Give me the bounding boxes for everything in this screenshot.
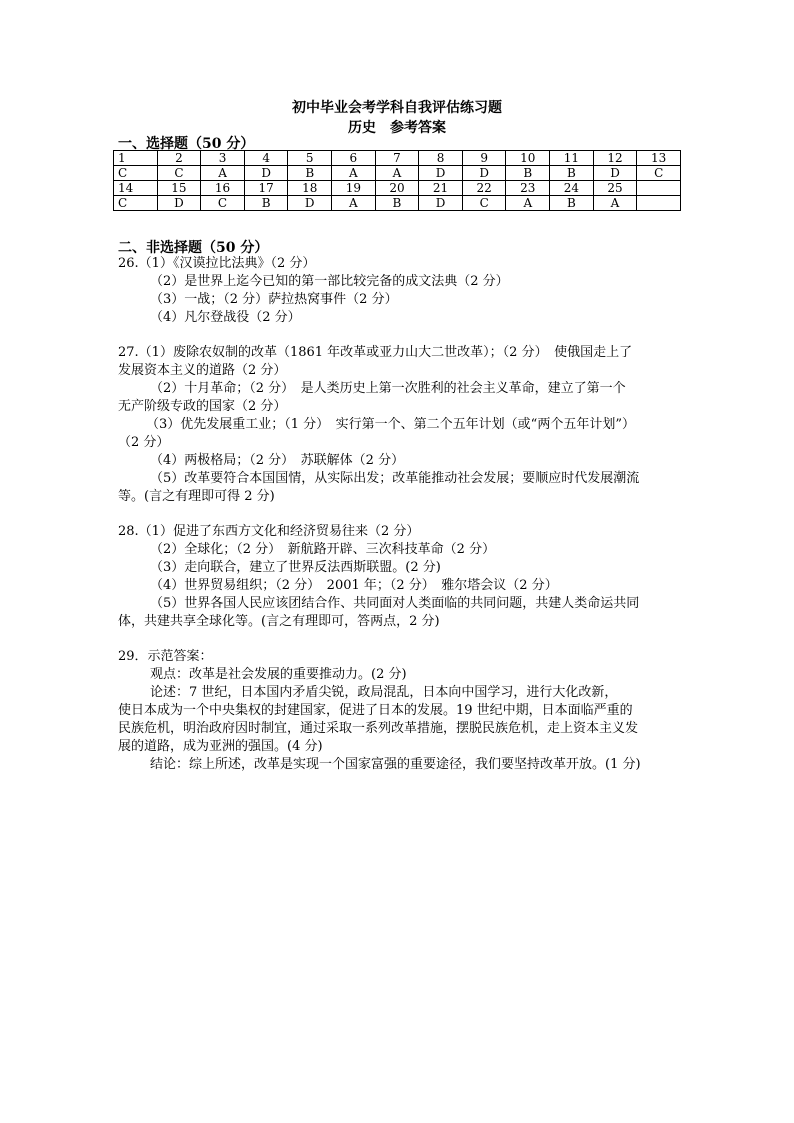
answer-table-cell: 8	[419, 151, 463, 166]
answer-table-cell: B	[550, 166, 594, 181]
q26-line-3: （3）一战；（2 分）萨拉热窝事件（2 分）	[150, 292, 398, 307]
q27-line-8: （5）改革要符合本国国情，从实际出发；改革能推动社会发展；要顺应时代发展潮流	[150, 471, 640, 486]
q28-line-1: 28.（1）促进了东西方文化和经济贸易往来（2 分）	[118, 524, 420, 539]
q29-line-1: 29．示范答案：	[118, 649, 213, 664]
answer-table-cell: 12	[593, 151, 637, 166]
q27-line-6: （2 分）	[118, 435, 170, 450]
answer-table-cell: 2	[157, 151, 201, 166]
answer-table-number-row	[114, 181, 681, 196]
answer-table-cell: 16	[201, 181, 245, 196]
q27-line-4: 无产阶级专政的国家（2 分）	[118, 399, 287, 414]
answer-table-cell: 23	[506, 181, 550, 196]
answer-table-cell: 3	[201, 151, 245, 166]
answer-table-cell: C	[462, 196, 506, 211]
answer-table-cell: A	[593, 196, 637, 211]
answer-table-cell: B	[506, 166, 550, 181]
section-heading-choice: 一、选择题（50 分）	[118, 136, 255, 152]
answer-table-cell: C	[114, 196, 158, 211]
q27-line-7: （4）两极格局；（2 分） 苏联解体（2 分）	[150, 453, 405, 468]
document-title: 初中毕业会考学科自我评估练习题	[292, 100, 502, 116]
answer-table-cell: 9	[462, 151, 506, 166]
q26-line-2: （2）是世界上迄今已知的第一部比较完备的成文法典（2 分）	[150, 274, 509, 289]
answer-table-cell: 25	[593, 181, 637, 196]
answer-table-cell: 15	[157, 181, 201, 196]
answer-table-cell: 14	[114, 181, 158, 196]
q28-line-2: （2）全球化；（2 分） 新航路开辟、三次科技革命（2 分）	[150, 542, 496, 557]
answer-table-cell: C	[637, 166, 681, 181]
q26-line-4: （4）凡尔登战役（2 分）	[150, 310, 301, 325]
answer-table-number-row	[114, 151, 681, 166]
answer-table-cell: D	[244, 166, 288, 181]
answer-table-cell: 1	[114, 151, 158, 166]
answer-table-cell: D	[419, 166, 463, 181]
answer-table-answer-row	[114, 166, 681, 181]
q28-line-4: （4）世界贸易组织；（2 分） 2001 年；（2 分） 雅尔塔会议（2 分）	[150, 578, 558, 593]
answer-table-cell: D	[288, 196, 332, 211]
answer-table-cell: D	[462, 166, 506, 181]
q28-line-5: （5）世界各国人民应该团结合作、共同面对人类面临的共同问题，共建人类命运共同	[150, 596, 640, 611]
answer-table-cell	[637, 196, 681, 211]
q29-line-4: 使日本成为一个中央集权的封建国家，促进了日本的发展。19 世纪中期，日本面临严重的	[118, 703, 633, 718]
q29-line-6: 展的道路，成为亚洲的强国。(4 分)	[118, 739, 323, 754]
q28-line-3: （3）走向联合，建立了世界反法西斯联盟。(2 分)	[150, 560, 441, 575]
answer-table-cell: 4	[244, 151, 288, 166]
q28-line-6: 体，共建共享全球化等。(言之有理即可，答两点，2 分)	[118, 614, 440, 629]
answer-table-cell: 20	[375, 181, 419, 196]
answer-table-cell: 6	[332, 151, 376, 166]
answer-table-cell: B	[244, 196, 288, 211]
answer-table-cell: A	[332, 166, 376, 181]
answer-table-cell: A	[332, 196, 376, 211]
answer-table-cell: 22	[462, 181, 506, 196]
q27-line-5: （3）优先发展重工业；（1 分） 实行第一个、第二个五年计划（或“两个五年计划”）	[146, 417, 635, 432]
answer-table-cell: C	[201, 196, 245, 211]
answer-table-cell: 10	[506, 151, 550, 166]
answer-table-cell	[637, 181, 681, 196]
q27-line-3: （2）十月革命；（2 分） 是人类历史上第一次胜利的社会主义革命，建立了第一个	[150, 381, 626, 396]
answer-table-answer-row	[114, 196, 681, 211]
answer-table-cell: B	[375, 196, 419, 211]
answer-table-cell: 18	[288, 181, 332, 196]
q29-line-2: 观点：改革是社会发展的重要推动力。(2 分)	[150, 667, 407, 682]
answer-table-cell: A	[506, 196, 550, 211]
q27-line-2: 发展资本主义的道路（2 分）	[118, 363, 287, 378]
answer-table-cell: 21	[419, 181, 463, 196]
answer-table-cell: C	[157, 166, 201, 181]
answer-table-cell: B	[288, 166, 332, 181]
answer-table	[113, 150, 681, 211]
answer-table-cell: 24	[550, 181, 594, 196]
answer-table-cell: D	[157, 196, 201, 211]
answer-table-cell: 11	[550, 151, 594, 166]
answer-table-cell: D	[419, 196, 463, 211]
q27-line-1: 27.（1）废除农奴制的改革（1861 年改革或亚力山大二世改革）；（2 分） 使俄国走上了	[118, 345, 633, 360]
q29-line-7: 结论：综上所述，改革是实现一个国家富强的重要途径，我们要坚持改革开放。(1 分)	[150, 757, 641, 772]
answer-table-cell: 7	[375, 151, 419, 166]
q26-line-1: 26.（1）《汉谟拉比法典》（2 分）	[118, 256, 316, 271]
answer-table-cell: 13	[637, 151, 681, 166]
answer-table-cell: D	[593, 166, 637, 181]
q27-line-9: 等。(言之有理即可得 2 分)	[118, 489, 275, 504]
answer-table-cell: 17	[244, 181, 288, 196]
answer-table-cell: C	[114, 166, 158, 181]
answer-table-cell: A	[201, 166, 245, 181]
q29-line-3: 论述：7 世纪，日本国内矛盾尖锐，政局混乱，日本向中国学习，进行大化改新，	[150, 685, 618, 700]
answer-table-cell: 19	[332, 181, 376, 196]
answer-table-cell: A	[375, 166, 419, 181]
document-subtitle: 历史 参考答案	[348, 120, 446, 136]
answer-table-cell: B	[550, 196, 594, 211]
answer-table-cell: 5	[288, 151, 332, 166]
q29-line-5: 民族危机，明治政府因时制宜，通过采取一系列改革措施，摆脱民族危机，走上资本主义发	[118, 721, 639, 736]
section-heading-nonchoice: 二、非选择题（50 分）	[118, 240, 269, 256]
